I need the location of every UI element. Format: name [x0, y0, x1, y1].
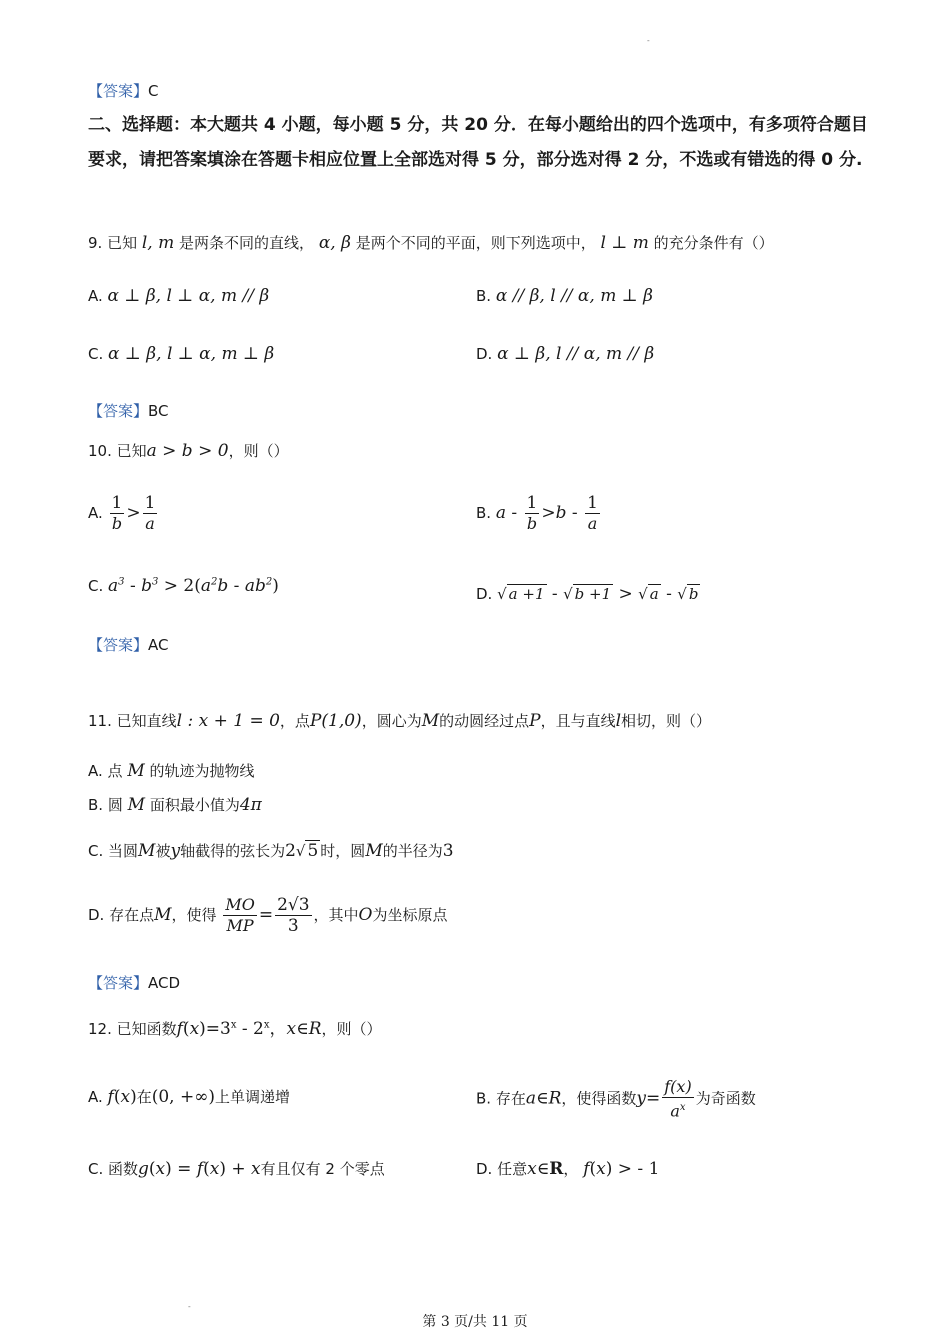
q10-option-a: A. $\frac{1}{b}$ > $\frac{1}{a}$: [88, 493, 156, 533]
q10-option-b: B. a - $\frac{1}{b}$ >b - $\frac{1}{a}$: [476, 493, 598, 533]
answer-tag: 【答案】: [88, 82, 149, 100]
decorative-dot: -: [647, 36, 650, 45]
q12-option-c: C. 函数g(x) = f(x) + x有且仅有 2 个零点: [88, 1159, 385, 1179]
math-lm: l, m: [141, 233, 175, 253]
math-condition: l ⊥ m: [600, 233, 649, 253]
answer-8: [88, 80, 159, 101]
q11-option-d: D. 存在点M，使得 $\frac{MO}{MP}$ = $\frac{2√3}{3}$ ，其中O为坐标原点: [88, 895, 448, 936]
answer-value: C: [148, 82, 159, 100]
q9-option-c: C. α ⊥ β, l ⊥ α, m ⊥ β: [88, 344, 275, 364]
q9-option-a: A. α ⊥ β, l ⊥ α, m // β: [88, 286, 270, 306]
decorative-dot: -: [188, 1302, 191, 1311]
question-10: 10. 已知a > b > 0，则（）: [88, 441, 289, 461]
math-condition: a > b > 0: [146, 441, 229, 461]
q10-option-d: D. √ a +1 - √ b +1 > √ a - √ b: [476, 584, 699, 604]
q11-option-a: A. 点 M 的轨迹为抛物线: [88, 761, 255, 781]
q11-option-c: C. 当圆M被y轴截得的弦长为2√ 5 时，圆M的半径为3: [88, 841, 454, 861]
q9-option-d: D. α ⊥ β, l // α, m // β: [476, 344, 655, 364]
q12-option-b: B. 存在a∈R，使得函数y= $\frac{f(x)}{a^x}$ 为奇函数: [476, 1077, 756, 1121]
answer-10: 【答案】AC: [88, 636, 169, 654]
question-9: 9. 已知 l, m 是两条不同的直线， α, β 是两个不同的平面，则下列选项中， l ⊥ m 的充分条件有（）: [88, 233, 774, 253]
question-11: 11. 已知直线l : x + 1 = 0，点P(1,0)，圆心为M的动圆经过点P，且与直线l相切，则（）: [88, 711, 712, 731]
answer-11: 【答案】ACD: [88, 974, 181, 992]
q11-option-b: B. 圆 M 面积最小值为4π: [88, 795, 262, 815]
section-heading: 二、选择题：本大题共 4 小题，每小题 5 分，共 20 分．在每小题给出的四个选项中，有多项符合题目要求，请把答案填涂在答题卡相应位置上全部选对得 5 分，部分选对得 2 分，不选或有错选的得 0 分.: [88, 115, 868, 170]
page-footer: 第 3 页/共 11 页: [422, 1314, 528, 1330]
q12-option-a: A. f(x)在(0, +∞)上单调递增: [88, 1087, 291, 1107]
q10-option-c: C. $a^3 - b^3 > 2(a^2b - ab^2)$: [88, 576, 279, 596]
question-12: 12. 已知函数$f(x)=3^x - 2^x$，x∈R，则（）: [88, 1019, 382, 1039]
q9-option-b: B. α // β, l // α, m ⊥ β: [476, 286, 653, 306]
answer-9: 【答案】BC: [88, 402, 169, 420]
math-alpha-beta: α, β: [318, 233, 351, 253]
q12-option-d: D. 任意x∈R， f(x) > - 1: [476, 1159, 660, 1179]
